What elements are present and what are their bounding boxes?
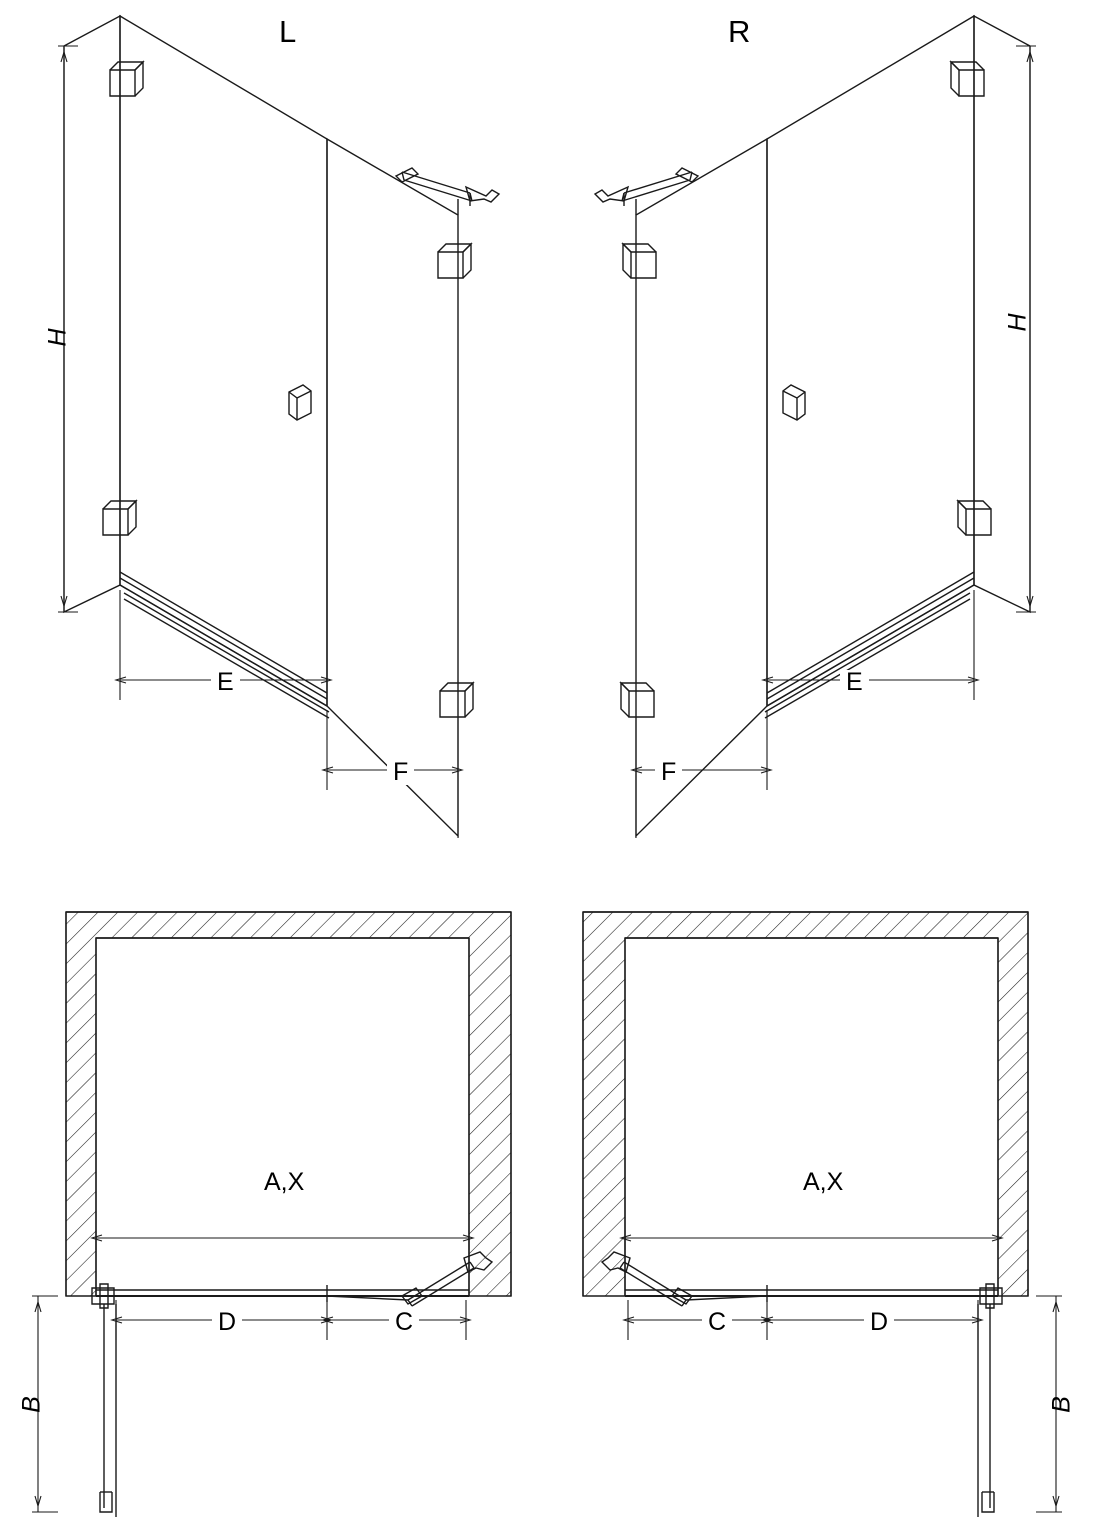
plan-left	[32, 912, 511, 1517]
dimension-label-d-left: D	[212, 1310, 242, 1335]
dimension-label-e-right: E	[840, 670, 869, 695]
dimension-label-b-left: B	[17, 1396, 46, 1413]
variant-label-right: R	[728, 14, 751, 49]
dimension-label-f-right: F	[655, 760, 682, 785]
dimension-label-ax-right: A,X	[797, 1170, 849, 1195]
dimension-label-c-left: C	[389, 1310, 419, 1335]
dimension-label-f-left: F	[387, 760, 414, 785]
dimension-label-ax-left: A,X	[258, 1170, 310, 1195]
dimension-label-c-right: C	[702, 1310, 732, 1335]
dimension-label-h-right: H	[1003, 313, 1032, 332]
dimension-label-d-right: D	[864, 1310, 894, 1335]
dimension-label-b-right: B	[1047, 1396, 1076, 1413]
elevation-left	[58, 16, 499, 838]
elevation-right	[595, 16, 1036, 838]
plan-right	[583, 912, 1062, 1517]
dimension-label-h-left: H	[43, 328, 72, 347]
variant-label-left: L	[279, 14, 297, 49]
dimension-label-e-left: E	[211, 670, 240, 695]
